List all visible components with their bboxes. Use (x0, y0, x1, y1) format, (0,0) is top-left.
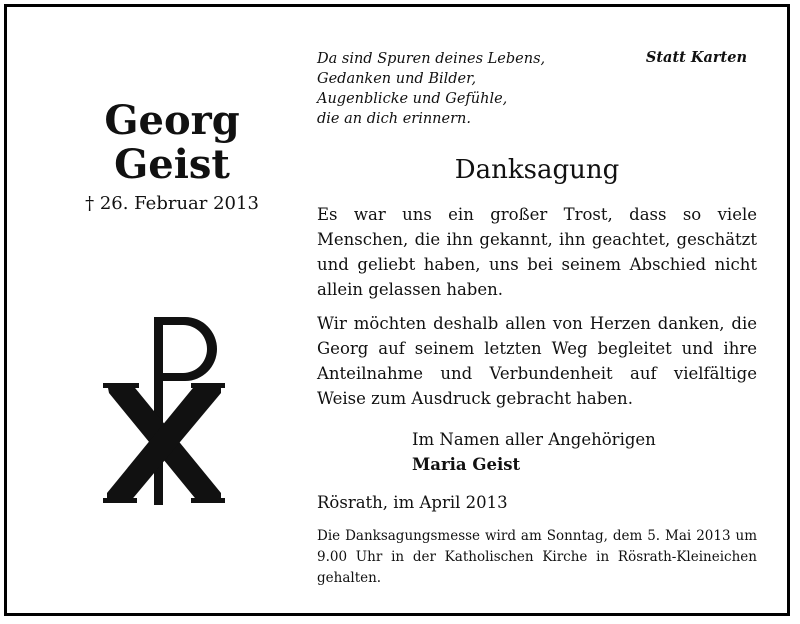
signature (412, 427, 656, 477)
poem-line: die an dich erinnern. (317, 111, 471, 127)
poem-line: Augenblicke und Gefühle, (317, 91, 508, 107)
paragraph: Es war uns ein großer Trost, dass so viele Menschen, die ihn gekannt, ihn geachtet, geschätzt und geliebt haben, uns bei seinem Abschied nicht allein gelassen haben. (317, 205, 757, 299)
chi-rho-icon (99, 307, 229, 511)
poem (317, 49, 545, 129)
place-date: Rösrath, im April 2013 (317, 493, 508, 512)
obituary-card (4, 4, 790, 616)
death-date: † 26. Februar 2013 (85, 193, 259, 214)
signature-name: Maria Geist (412, 455, 521, 474)
poem-line: Gedanken und Bilder, (317, 71, 477, 87)
poem-line: Da sind Spuren deines Lebens, (317, 51, 546, 67)
paragraph: Wir möchten deshalb allen von Herzen danken, die Georg auf seinem letzten Weg begleitet und ihre Anteilnahme und Verbundenheit auf vielfältige Weise zum Ausdruck gebracht haben. (317, 314, 757, 408)
last-name: Geist (114, 141, 230, 188)
signature-line: Im Namen aller Angehörigen (412, 430, 656, 449)
statt-karten-label: Statt Karten (645, 49, 747, 66)
mass-note: Die Danksagungsmesse wird am Sonntag, dem 5. Mai 2013 um 9.00 Uhr in der Katholischen Kirche in Rösrath-Kleineichen gehalten. (317, 528, 757, 586)
first-name: Georg (104, 97, 240, 144)
heading: Danksagung (454, 155, 620, 185)
